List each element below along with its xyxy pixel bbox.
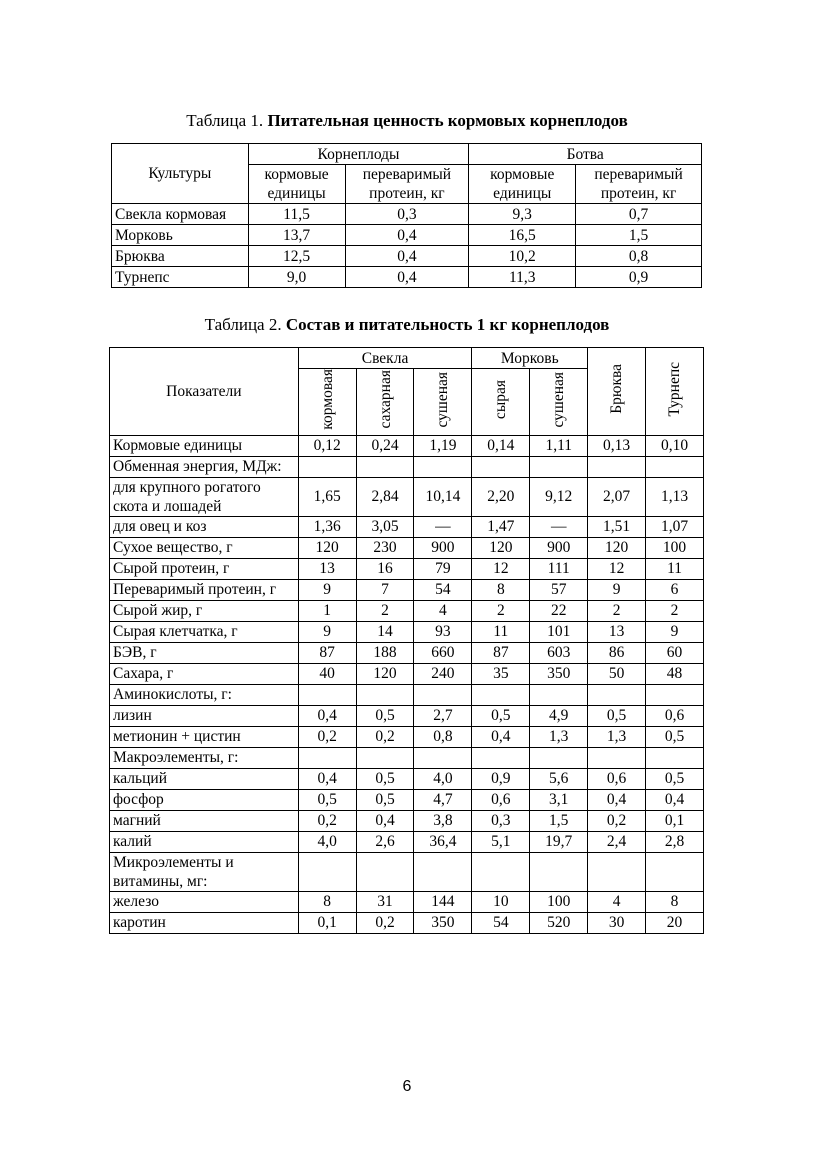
table-cell: 30 <box>588 912 646 933</box>
table-cell <box>298 852 356 891</box>
table2-subheader-label: сырая <box>492 379 510 419</box>
table-cell: 1,47 <box>472 516 530 537</box>
table-cell <box>472 684 530 705</box>
row-label: для крупного рогатого скота и лошадей <box>110 477 299 516</box>
table-cell: 350 <box>530 663 588 684</box>
table-cell: 2,4 <box>588 831 646 852</box>
row-label: каротин <box>110 912 299 933</box>
table-cell: 2,07 <box>588 477 646 516</box>
table-cell: 0,10 <box>646 435 704 456</box>
table-row <box>112 204 702 225</box>
table2-subheader-label: сушеная <box>434 371 452 428</box>
table2-body <box>110 435 704 933</box>
table-row <box>110 435 704 456</box>
table-cell: 9 <box>646 621 704 642</box>
table-cell: 4 <box>588 891 646 912</box>
table-cell: 12 <box>588 558 646 579</box>
row-label: фосфор <box>110 789 299 810</box>
table-cell: 40 <box>298 663 356 684</box>
table-row <box>112 225 702 246</box>
table-cell: 13 <box>298 558 356 579</box>
table-cell: 0,4 <box>298 705 356 726</box>
table-cell: 57 <box>530 579 588 600</box>
table-cell: 0,4 <box>646 789 704 810</box>
table-cell <box>414 747 472 768</box>
table-cell: 101 <box>530 621 588 642</box>
table-cell: 9 <box>298 621 356 642</box>
row-label: Сахара, г <box>110 663 299 684</box>
table-row <box>110 537 704 558</box>
table-cell: 22 <box>530 600 588 621</box>
table-cell: 16,5 <box>469 225 576 246</box>
table-cell: 11 <box>472 621 530 642</box>
table-cell: 111 <box>530 558 588 579</box>
table2-header-indicators: Показатели <box>110 348 299 436</box>
table-cell <box>356 684 414 705</box>
row-label: Микроэлементы и витамины, мг: <box>110 852 299 891</box>
table-row <box>110 579 704 600</box>
table2-subheader-beet-sugar <box>356 369 414 436</box>
table-cell: 8 <box>646 891 704 912</box>
table-row <box>110 768 704 789</box>
table-cell: 0,2 <box>356 912 414 933</box>
table-cell: 9,12 <box>530 477 588 516</box>
table-cell: 8 <box>298 891 356 912</box>
table-cell: 79 <box>414 558 472 579</box>
table-cell: 2,84 <box>356 477 414 516</box>
table-cell: 13 <box>588 621 646 642</box>
table1-caption-prefix: Таблица 1. <box>186 111 264 130</box>
table-cell: 1 <box>298 600 356 621</box>
table1-caption <box>0 111 814 131</box>
table-cell: 12,5 <box>248 246 345 267</box>
table-cell <box>530 747 588 768</box>
table1-header-tops: Ботва <box>469 144 702 165</box>
table-row <box>110 621 704 642</box>
table-cell: 12 <box>472 558 530 579</box>
row-label: Сырая клетчатка, г <box>110 621 299 642</box>
table-cell: 4,7 <box>414 789 472 810</box>
table-cell: 9,3 <box>469 204 576 225</box>
row-label: Макроэлементы, г: <box>110 747 299 768</box>
table-cell: 11 <box>646 558 704 579</box>
table-cell: 900 <box>414 537 472 558</box>
table-cell: 2,6 <box>356 831 414 852</box>
table-cell <box>472 456 530 477</box>
table2-header-carrot: Морковь <box>472 348 588 369</box>
table1-subheader-units: кормовые единицы <box>248 165 345 204</box>
table-cell: 0,7 <box>576 204 702 225</box>
table-cell: 2,7 <box>414 705 472 726</box>
table1-header-crop: Культуры <box>112 144 249 204</box>
table-cell: 120 <box>588 537 646 558</box>
table-cell: 86 <box>588 642 646 663</box>
table-cell: 3,1 <box>530 789 588 810</box>
table-row <box>110 852 704 891</box>
table-cell <box>588 747 646 768</box>
page-number: 6 <box>402 1078 412 1095</box>
table-cell <box>298 684 356 705</box>
table-cell <box>414 684 472 705</box>
table-cell: 120 <box>472 537 530 558</box>
table-cell: 0,5 <box>298 789 356 810</box>
table-cell <box>414 456 472 477</box>
table-cell: 50 <box>588 663 646 684</box>
table-cell: 0,5 <box>472 705 530 726</box>
table-cell: 0,3 <box>345 204 469 225</box>
table-row <box>110 912 704 933</box>
table-row <box>110 558 704 579</box>
table2-header-beet: Свекла <box>298 348 472 369</box>
table-cell <box>646 852 704 891</box>
table-cell <box>588 852 646 891</box>
table-cell: 19,7 <box>530 831 588 852</box>
table-row <box>112 267 702 288</box>
table-cell <box>356 747 414 768</box>
table-cell: 230 <box>356 537 414 558</box>
table-row <box>110 726 704 747</box>
table-cell: 0,4 <box>298 768 356 789</box>
table-cell: 1,5 <box>576 225 702 246</box>
table-cell: 144 <box>414 891 472 912</box>
table-cell: 4 <box>414 600 472 621</box>
table2-subheader-label: кормовая <box>318 369 336 430</box>
table-cell: 1,3 <box>588 726 646 747</box>
table-row <box>112 246 702 267</box>
table-cell <box>356 456 414 477</box>
table-cell: 0,8 <box>414 726 472 747</box>
table-cell: 2 <box>588 600 646 621</box>
table-cell: 87 <box>298 642 356 663</box>
table-cell: 10,2 <box>469 246 576 267</box>
table-cell: 0,6 <box>646 705 704 726</box>
table-cell: 0,5 <box>646 726 704 747</box>
table-cell: 4,0 <box>414 768 472 789</box>
table-cell: 2,8 <box>646 831 704 852</box>
table-cell: 0,12 <box>298 435 356 456</box>
table-cell: 1,36 <box>298 516 356 537</box>
table-row <box>110 600 704 621</box>
table-cell: 9,0 <box>248 267 345 288</box>
table-cell: 3,05 <box>356 516 414 537</box>
table-cell: 0,1 <box>646 810 704 831</box>
table2-header-turnip-label: Турнепс <box>666 361 684 417</box>
table-cell: 10,14 <box>414 477 472 516</box>
row-label: калий <box>110 831 299 852</box>
table-cell: 1,11 <box>530 435 588 456</box>
table-cell: 0,3 <box>472 810 530 831</box>
table1-caption-title: Питательная ценность кормовых корнеплодов <box>267 111 628 130</box>
row-label: магний <box>110 810 299 831</box>
table2-subheader-beet-fodder <box>298 369 356 436</box>
table-cell: 120 <box>298 537 356 558</box>
table-cell: 5,6 <box>530 768 588 789</box>
table-cell: 93 <box>414 621 472 642</box>
row-label: кальций <box>110 768 299 789</box>
table2 <box>109 347 704 934</box>
table-cell: 603 <box>530 642 588 663</box>
table-cell: 2 <box>646 600 704 621</box>
row-label: БЭВ, г <box>110 642 299 663</box>
table-row <box>110 810 704 831</box>
row-label: Обменная энергия, МДж: <box>110 456 299 477</box>
row-label: Сырой жир, г <box>110 600 299 621</box>
table-cell: 2 <box>472 600 530 621</box>
table-cell: 0,2 <box>298 810 356 831</box>
table-cell: 1,19 <box>414 435 472 456</box>
table-cell <box>530 852 588 891</box>
table2-caption-title: Состав и питательность 1 кг корнеплодов <box>285 315 610 334</box>
table-row <box>110 642 704 663</box>
table-cell: 0,4 <box>345 225 469 246</box>
row-label: метионин + цистин <box>110 726 299 747</box>
table-cell <box>588 456 646 477</box>
row-label: Брюква <box>112 246 249 267</box>
table-cell: 100 <box>646 537 704 558</box>
table-cell: 0,2 <box>298 726 356 747</box>
table-cell: 0,2 <box>588 810 646 831</box>
table-cell <box>298 747 356 768</box>
table-cell: 0,4 <box>472 726 530 747</box>
table-cell: 0,9 <box>576 267 702 288</box>
table-cell <box>472 852 530 891</box>
table-cell: 900 <box>530 537 588 558</box>
table-cell: 350 <box>414 912 472 933</box>
table-row <box>110 516 704 537</box>
table-cell: 2,20 <box>472 477 530 516</box>
row-label: лизин <box>110 705 299 726</box>
table1-subheader-units: кормовые единицы <box>469 165 576 204</box>
table-cell: 0,5 <box>646 768 704 789</box>
table-cell: 20 <box>646 912 704 933</box>
table-cell: 13,7 <box>248 225 345 246</box>
table-row <box>110 477 704 516</box>
row-label: Свекла кормовая <box>112 204 249 225</box>
table-cell: 35 <box>472 663 530 684</box>
table-cell: 0,5 <box>356 768 414 789</box>
table-cell: 8 <box>472 579 530 600</box>
table2-header-swede <box>588 348 646 436</box>
table-cell: 0,6 <box>472 789 530 810</box>
table-cell: 188 <box>356 642 414 663</box>
table-cell: 2 <box>356 600 414 621</box>
table2-header-turnip <box>646 348 704 436</box>
table-cell: 0,8 <box>576 246 702 267</box>
table-cell: 0,4 <box>588 789 646 810</box>
table-cell: 0,24 <box>356 435 414 456</box>
table-cell: 9 <box>588 579 646 600</box>
table-cell <box>646 684 704 705</box>
table1-header-roots: Корнеплоды <box>248 144 469 165</box>
table-cell: 31 <box>356 891 414 912</box>
table-cell <box>646 456 704 477</box>
table-cell: 60 <box>646 642 704 663</box>
table-cell: 54 <box>414 579 472 600</box>
table-row <box>110 705 704 726</box>
table-cell: 36,4 <box>414 831 472 852</box>
table-cell: 5,1 <box>472 831 530 852</box>
table-cell <box>298 456 356 477</box>
table-cell: 100 <box>530 891 588 912</box>
row-label: Морковь <box>112 225 249 246</box>
table1-subheader-protein: переваримый протеин, кг <box>576 165 702 204</box>
table1-subheader-protein: переваримый протеин, кг <box>345 165 469 204</box>
table-cell: 54 <box>472 912 530 933</box>
table-row <box>110 891 704 912</box>
row-label: для овец и коз <box>110 516 299 537</box>
row-label: железо <box>110 891 299 912</box>
table-cell: 120 <box>356 663 414 684</box>
table-cell: 1,3 <box>530 726 588 747</box>
table-cell <box>530 456 588 477</box>
table-cell: 48 <box>646 663 704 684</box>
table-cell: 16 <box>356 558 414 579</box>
table2-caption <box>0 315 814 335</box>
table-cell: 660 <box>414 642 472 663</box>
table-cell: 9 <box>298 579 356 600</box>
table-cell: 4,0 <box>298 831 356 852</box>
table-cell: 0,5 <box>356 789 414 810</box>
table-cell <box>472 747 530 768</box>
table-row <box>110 456 704 477</box>
row-label: Переваримый протеин, г <box>110 579 299 600</box>
table2-subheader-carrot-raw <box>472 369 530 436</box>
row-label: Кормовые единицы <box>110 435 299 456</box>
table2-caption-prefix: Таблица 2. <box>204 315 282 334</box>
table-cell: 0,5 <box>356 705 414 726</box>
row-label: Турнепс <box>112 267 249 288</box>
table2-subheader-label: сахарная <box>376 370 394 429</box>
table-cell: 0,5 <box>588 705 646 726</box>
table-cell: 1,07 <box>646 516 704 537</box>
table-row <box>110 684 704 705</box>
table2-subheader-carrot-dried <box>530 369 588 436</box>
table-cell <box>530 684 588 705</box>
table-cell: 0,14 <box>472 435 530 456</box>
table-cell: 4,9 <box>530 705 588 726</box>
table-cell: 1,65 <box>298 477 356 516</box>
table-cell <box>646 747 704 768</box>
table-cell: 0,1 <box>298 912 356 933</box>
table-cell: 0,9 <box>472 768 530 789</box>
table-cell <box>414 852 472 891</box>
table-cell: 0,4 <box>356 810 414 831</box>
table-cell: 240 <box>414 663 472 684</box>
table-cell: 87 <box>472 642 530 663</box>
table-row <box>110 663 704 684</box>
table-cell: 0,4 <box>345 246 469 267</box>
table-cell: 10 <box>472 891 530 912</box>
table-row <box>110 747 704 768</box>
table-cell: 7 <box>356 579 414 600</box>
table-row <box>110 789 704 810</box>
table-cell: 0,6 <box>588 768 646 789</box>
table-cell <box>356 852 414 891</box>
table-cell: 0,2 <box>356 726 414 747</box>
table-cell: 0,4 <box>345 267 469 288</box>
table1 <box>111 143 702 288</box>
table2-header-swede-label: Брюква <box>608 363 626 414</box>
table2-subheader-label: сушеная <box>550 371 568 428</box>
table-cell: — <box>414 516 472 537</box>
table1-body <box>112 204 702 288</box>
table-cell: 14 <box>356 621 414 642</box>
table-cell: 1,13 <box>646 477 704 516</box>
table-cell: — <box>530 516 588 537</box>
table-row <box>110 831 704 852</box>
table-cell <box>588 684 646 705</box>
table-cell: 3,8 <box>414 810 472 831</box>
row-label: Сухое вещество, г <box>110 537 299 558</box>
table-cell: 11,3 <box>469 267 576 288</box>
row-label: Аминокислоты, г: <box>110 684 299 705</box>
table-cell: 520 <box>530 912 588 933</box>
table-cell: 1,51 <box>588 516 646 537</box>
table-cell: 11,5 <box>248 204 345 225</box>
table-cell: 1,5 <box>530 810 588 831</box>
table2-subheader-beet-dried <box>414 369 472 436</box>
table-cell: 0,13 <box>588 435 646 456</box>
table-cell: 6 <box>646 579 704 600</box>
row-label: Сырой протеин, г <box>110 558 299 579</box>
